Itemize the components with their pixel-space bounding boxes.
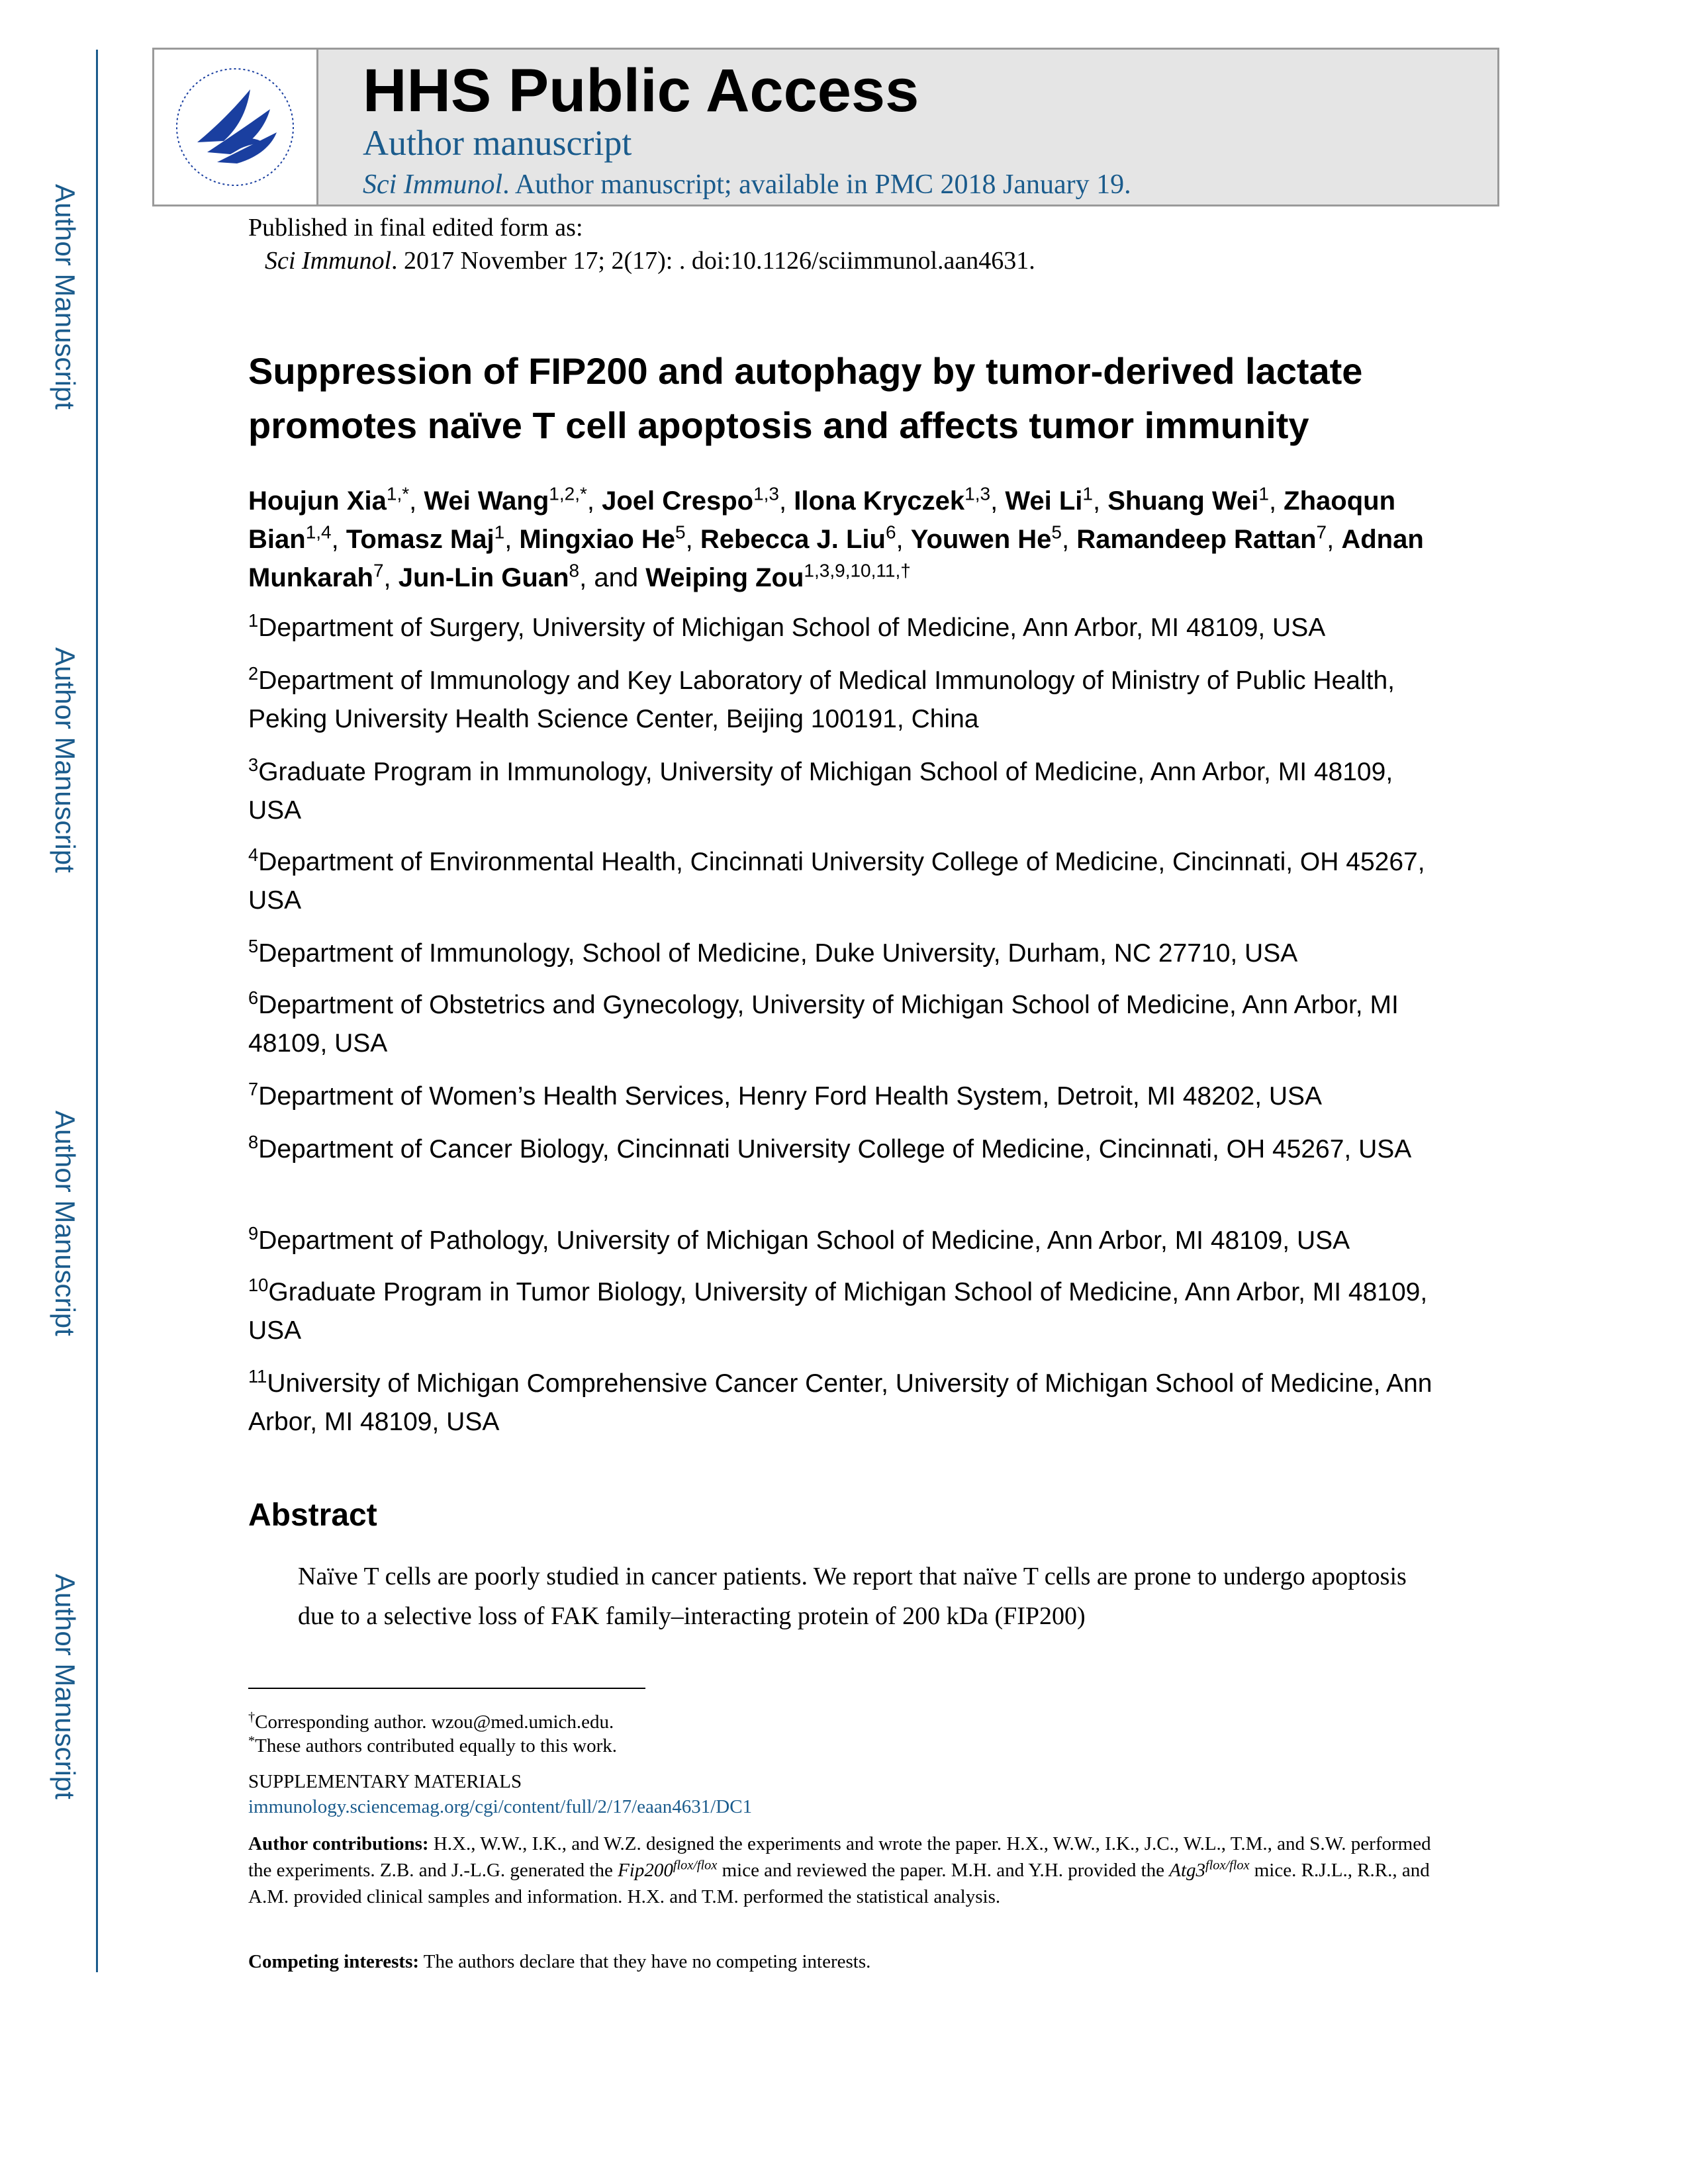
author-name: Tomasz Maj: [346, 525, 494, 554]
author-name: Adnan Munkarah: [248, 525, 1424, 592]
author-list: Houjun Xia$^{1,*}$, Wei Wang$^{1,2,*}$, Joel Crespo$^{1,3}$, Ilona Kryczek$^{1,3}$, Wei Li$^1$, Shuang Wei$^1$, Zhaoqun Bian$^{1,4}$, Tomasz Maj$^1$, Mingxiao He$^5$, Rebecca J. Liu$^6$, Youwen He$^5$, Ramandeep Rattan$^7$, Adnan Munkarah$^7$, Jun-Lin Guan$^8$, and Weiping Zou$^{1,3,9,10,11,\dagger}$: [248, 483, 1424, 592]
affiliation-number: 11: [248, 1366, 267, 1387]
author-affiliation-marker: 1,3,9,10,11,†: [804, 560, 911, 581]
affiliation: [248, 1273, 1446, 1350]
author-affiliation-marker: 1,3: [753, 483, 780, 504]
competing-interests: Competing interests: The authors declare that they have no competing interests.: [248, 1951, 871, 1972]
affiliation-number: 9: [248, 1223, 259, 1244]
citation-journal: Sci Immunol: [265, 247, 392, 275]
author-affiliation-marker: 1: [494, 522, 505, 543]
author-name: Wei Li: [1005, 486, 1083, 516]
author-name: Zhaoqun Bian: [248, 486, 1396, 554]
affiliation: [248, 1077, 1446, 1116]
affiliation-number: 10: [248, 1275, 269, 1295]
author-name: Joel Crespo: [602, 486, 754, 516]
affiliation-text: Graduate Program in Tumor Biology, University of Michigan School of Medicine, Ann Arbor, MI 48109, USA: [248, 1278, 1428, 1345]
affiliation-text: Department of Cancer Biology, Cincinnati University College of Medicine, Cincinnati, OH 45267, USA: [258, 1135, 1412, 1163]
abstract-text: Naïve T cells are poorly studied in cancer patients. We report that naïve T cells are prone to undergo apoptosis due to a selective loss of FAK family–interacting protein of 200 kDa (FIP200): [298, 1563, 1407, 1630]
affiliation-text: University of Michigan Comprehensive Cancer Center, University of Michigan School of Medicine, Ann Arbor, MI 48109, USA: [248, 1369, 1432, 1436]
author-affiliation-marker: 8: [569, 560, 580, 581]
affiliation: [248, 662, 1446, 739]
affiliation-text: Department of Pathology, University of Michigan School of Medicine, Ann Arbor, MI 48109, USA: [258, 1226, 1350, 1255]
author-affiliation-marker: 1,3: [964, 483, 991, 504]
affiliation-text: Graduate Program in Immunology, University of Michigan School of Medicine, Ann Arbor, MI 48109, USA: [248, 758, 1393, 825]
affiliation-text: Department of Obstetrics and Gynecology, University of Michigan School of Medicine, Ann Arbor, MI 48109, USA: [248, 991, 1399, 1058]
author-affiliation-marker: 1: [1082, 483, 1093, 504]
author-name: Youwen He: [910, 525, 1052, 554]
author-name: Shuang Wei: [1107, 486, 1259, 516]
published-label: Published in final edited form as:: [248, 214, 583, 242]
corresponding-footnote: †Corresponding author. wzou@med.umich.edu.: [248, 1709, 614, 1733]
affiliation: [248, 986, 1446, 1063]
authors-and: and: [594, 563, 639, 592]
affiliation-number: 7: [248, 1079, 259, 1099]
affiliation-text: Department of Immunology and Key Laboratory of Medical Immunology of Ministry of Public Health, Peking University Health Science Center, Beijing 100191, China: [248, 666, 1395, 733]
affiliation: [248, 1365, 1446, 1441]
affiliation: [248, 1130, 1446, 1169]
author-contributions: Author contributions: H.X., W.W., I.K., and W.Z. designed the experiments and wrote the paper. H.X., W.W., I.K., J.C., W.L., T.M., and S.W. performed the experiments. Z.B. and J.-L.G. generated the $Fip200^{flox/flox}$ mice and reviewed the paper. M.H. and Y.H. provided the $Atg3^{flox/flox}$ mice. R.J.L., R.R., and A.M. provided clinical samples and information. H.X. and T.M. performed the statistical analysis.: [248, 1833, 1431, 1907]
author-name: Weiping Zou: [645, 563, 804, 592]
author-affiliation-marker: 5: [675, 522, 686, 543]
sidebar-rule: [96, 50, 98, 1972]
author-name: Rebecca J. Liu: [700, 525, 886, 554]
author-name: Houjun Xia: [248, 486, 387, 516]
author-manuscript-subtitle: Author manuscript: [363, 123, 632, 163]
author-name: Ilona Kryczek: [794, 486, 965, 516]
hhs-eagle-seal-icon: [171, 63, 300, 192]
affiliation: [248, 753, 1446, 830]
journal-name: Sci Immunol: [363, 169, 503, 200]
affiliation-number: 6: [248, 987, 259, 1008]
author-affiliation-marker: 1,2,*: [549, 483, 587, 504]
author-name: Jun-Lin Guan: [398, 563, 569, 592]
affiliation-number: 4: [248, 844, 259, 865]
article-title: Suppression of FIP200 and autophagy by tumor-derived lactate promotes naïve T cell apoptosis and affects tumor immunity: [248, 350, 1363, 446]
author-name: Wei Wang: [424, 486, 549, 516]
affiliation-text: Department of Immunology, School of Medicine, Duke University, Durham, NC 27710, USA: [258, 939, 1298, 968]
affiliation: [248, 934, 1446, 973]
author-affiliation-marker: 1: [1258, 483, 1269, 504]
citation: Sci Immunol. 2017 November 17; 2(17): . doi:10.1126/sciimmunol.aan4631.: [265, 247, 1035, 275]
author-affiliation-marker: 6: [885, 522, 896, 543]
author-affiliation-marker: 7: [373, 560, 384, 581]
equal-contribution-footnote: *These authors contributed equally to this work.: [248, 1733, 617, 1756]
availability-line: Sci Immunol. Author manuscript; available in PMC 2018 January 19.: [363, 169, 1131, 200]
hhs-logo: [154, 50, 318, 205]
header-banner: [152, 48, 1499, 206]
author-affiliation-marker: 5: [1051, 522, 1062, 543]
author-affiliation-marker: 7: [1316, 522, 1327, 543]
affiliation: [248, 1222, 1446, 1260]
affiliation-number: 8: [248, 1132, 259, 1152]
affiliation: [248, 843, 1446, 920]
footnote-rule: [248, 1688, 645, 1689]
author-affiliation-marker: 1,*: [386, 483, 410, 504]
affiliation-number: 3: [248, 754, 259, 775]
affiliation-number: 2: [248, 663, 259, 684]
affiliation-number: 5: [248, 936, 259, 956]
abstract-heading: Abstract: [248, 1498, 377, 1533]
affiliation-text: Department of Surgery, University of Michigan School of Medicine, Ann Arbor, MI 48109, USA: [258, 614, 1326, 642]
affiliation-text: Department of Women’s Health Services, Henry Ford Health System, Detroit, MI 48202, USA: [258, 1082, 1323, 1111]
author-affiliation-marker: 1,4: [305, 522, 332, 543]
author-name: Ramandeep Rattan: [1076, 525, 1317, 554]
author-name: Mingxiao He: [519, 525, 676, 554]
supplementary-link[interactable]: immunology.sciencemag.org/cgi/content/full/2/17/eaan4631/DC1: [248, 1796, 753, 1817]
affiliation-text: Department of Environmental Health, Cincinnati University College of Medicine, Cincinnati, OH 45267, USA: [248, 848, 1425, 915]
supplementary-heading: SUPPLEMENTARY MATERIALS: [248, 1771, 522, 1792]
hhs-public-access-title: HHS Public Access: [363, 57, 919, 124]
affiliation: [248, 609, 1446, 647]
affiliation-number: 1: [248, 610, 259, 631]
